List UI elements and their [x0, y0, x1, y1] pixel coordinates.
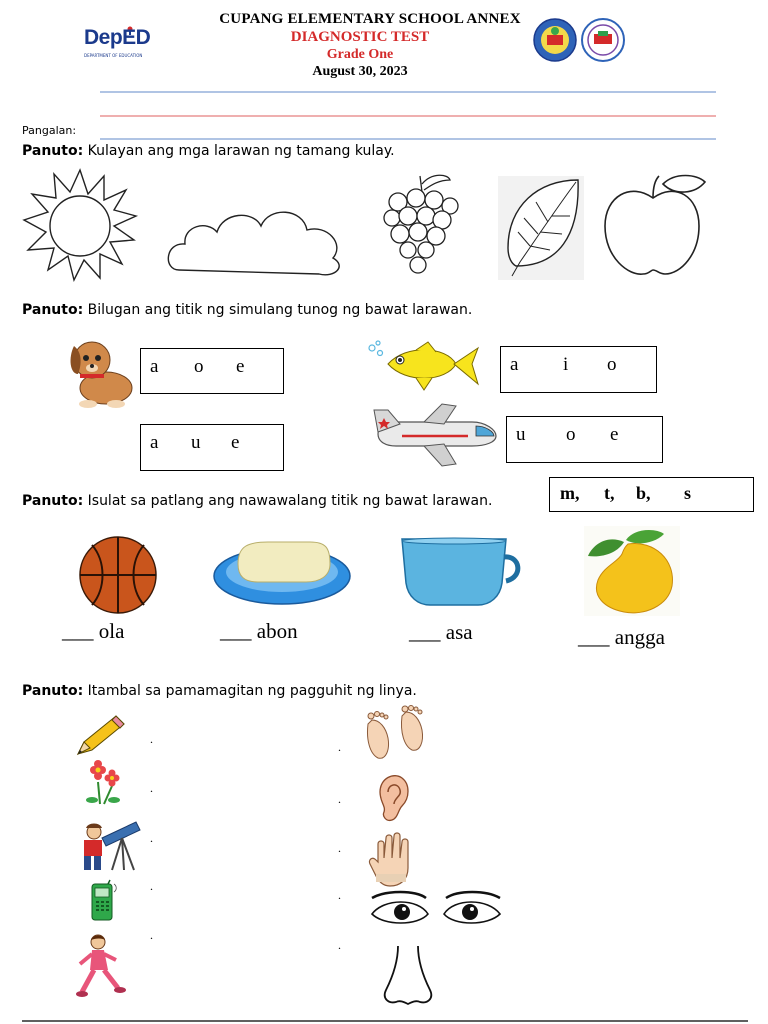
school-name: CUPANG ELEMENTARY SCHOOL ANNEX [219, 11, 521, 27]
letters-fish [510, 354, 617, 376]
deped-logo [84, 26, 170, 64]
flower-icon[interactable] [84, 760, 124, 808]
section2-label: Panuto: [22, 302, 84, 318]
bottom-rule [0, 1020, 768, 1024]
section4-instruction [22, 683, 417, 699]
runner-icon[interactable] [74, 934, 126, 998]
basketball-icon[interactable] [78, 535, 158, 615]
section1-label: Panuto: [22, 143, 84, 159]
blank-cup[interactable]: ___ asa [409, 620, 473, 644]
school-seal-left-icon [532, 17, 578, 63]
match-dot-right[interactable]: . [338, 888, 341, 902]
match-dot-right[interactable]: . [338, 792, 341, 806]
deped-logo-subtext: DEPARTMENT OF EDUCATION [84, 53, 143, 58]
letter-option[interactable]: e [231, 432, 240, 453]
grade-label: Grade One [326, 47, 394, 62]
letter-option[interactable]: o [566, 424, 576, 445]
letter-option[interactable]: a [510, 354, 519, 375]
choice-letter: t, [604, 483, 615, 503]
school-seal-right-icon [580, 17, 626, 63]
blank-basketball[interactable]: ___ ola [62, 619, 125, 643]
letter-option[interactable]: a [150, 356, 159, 377]
test-date: August 30, 2023 [312, 64, 408, 79]
choices-letters [560, 483, 691, 504]
airplane-icon[interactable] [372, 404, 498, 468]
match-dot-left[interactable]: . [150, 732, 153, 746]
eyes-icon[interactable] [366, 892, 506, 932]
match-dot-right[interactable]: . [338, 938, 341, 952]
section2-text: Bilugan ang titik ng simulang tunog ng bawat larawan. [87, 302, 473, 318]
feet-icon[interactable] [362, 706, 430, 762]
section3-instruction [22, 493, 492, 509]
choice-letter: b, [636, 483, 651, 503]
match-dot-left[interactable]: . [150, 831, 153, 845]
letters-umbrella [150, 432, 239, 454]
letter-option[interactable]: u [191, 432, 201, 453]
blank-mango[interactable]: ___ angga [578, 625, 665, 649]
mango-icon[interactable] [584, 526, 680, 616]
choice-letter: s [684, 483, 692, 503]
section4-text: Itambal sa pamamagitan ng pagguhit ng linya. [87, 683, 417, 699]
ear-icon[interactable] [372, 772, 412, 822]
grapes-icon[interactable] [378, 170, 462, 276]
name-label: Pangalan: [22, 124, 77, 137]
phone-icon[interactable] [88, 880, 120, 922]
match-dot-right[interactable]: . [338, 841, 341, 855]
section1-instruction [22, 143, 395, 159]
letter-option[interactable]: i [563, 354, 569, 375]
deped-logo-text: DepED [84, 26, 151, 49]
soap-icon[interactable] [212, 532, 352, 608]
section1-text: Kulayan ang mga larawan ng tamang kulay. [87, 143, 395, 159]
letter-option[interactable]: o [194, 356, 204, 377]
hand-icon[interactable] [368, 832, 414, 886]
name-field[interactable] [100, 124, 716, 138]
sun-icon[interactable] [22, 168, 138, 284]
cloud-icon[interactable] [167, 198, 343, 278]
letters-dog [150, 356, 244, 378]
letter-option[interactable]: u [516, 424, 526, 445]
section2-instruction [22, 302, 472, 318]
choice-letter: m, [560, 483, 580, 503]
fish-icon[interactable] [366, 340, 480, 392]
section3-label: Panuto: [22, 493, 84, 509]
letter-option[interactable]: e [236, 356, 245, 377]
pencil-icon[interactable] [74, 714, 126, 758]
section3-text: Isulat sa patlang ang nawawalang titik ng bawat larawan. [87, 493, 493, 509]
match-dot-right[interactable]: . [338, 740, 341, 754]
match-dot-left[interactable]: . [150, 781, 153, 795]
test-title: DIAGNOSTIC TEST [290, 29, 430, 45]
telescope-icon[interactable] [78, 820, 144, 872]
leaf-icon[interactable] [498, 176, 584, 280]
letter-option[interactable]: o [607, 354, 617, 375]
letters-airplane [516, 424, 618, 446]
apple-icon[interactable] [601, 170, 711, 280]
dog-icon[interactable] [66, 334, 142, 408]
section4-label: Panuto: [22, 683, 84, 699]
letter-option[interactable]: e [610, 424, 619, 445]
match-dot-left[interactable]: . [150, 879, 153, 893]
match-dot-left[interactable]: . [150, 928, 153, 942]
cup-icon[interactable] [400, 537, 524, 607]
letter-option[interactable]: a [150, 432, 159, 453]
nose-icon[interactable] [378, 944, 438, 1006]
blank-soap[interactable]: ___ abon [220, 619, 298, 643]
